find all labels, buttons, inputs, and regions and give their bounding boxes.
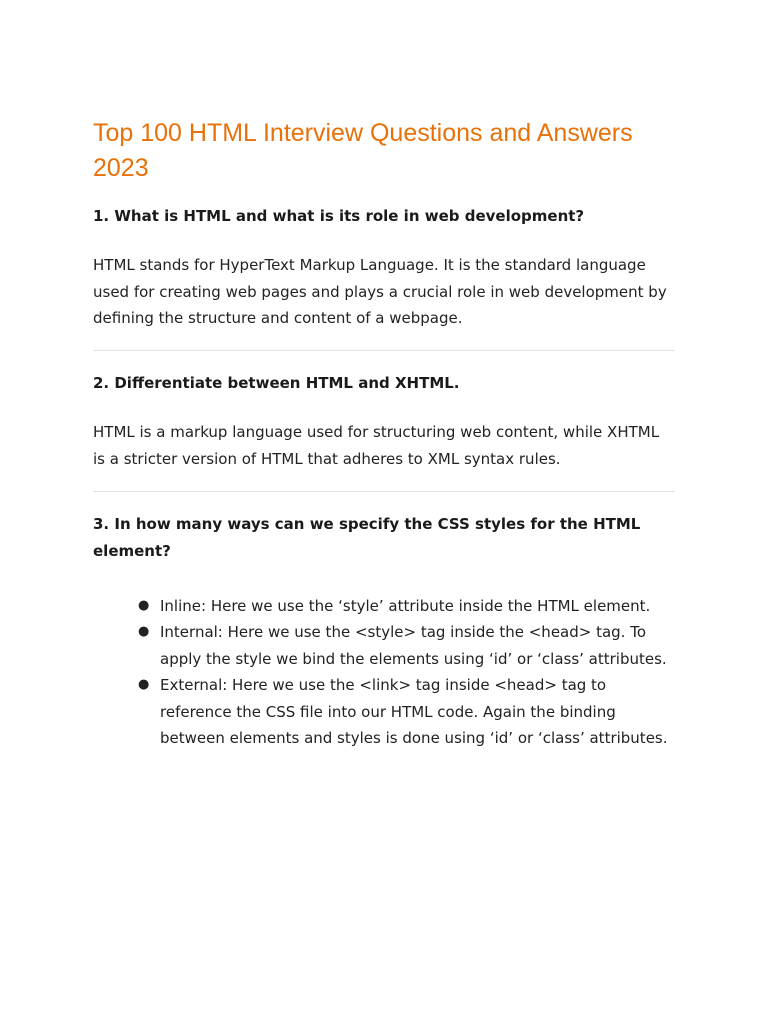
section-divider <box>93 350 675 351</box>
bullet-icon: ● <box>138 677 150 693</box>
list-item-text: External: Here we use the <link> tag inside <head> tag to reference the CSS file into our HTML code. Again the binding between elements and styles is done using ‘id’ or ‘class’ attributes. <box>160 676 668 748</box>
section-divider <box>93 491 675 492</box>
bullet-icon: ● <box>138 624 150 640</box>
list-item <box>138 593 675 620</box>
question-heading: 2. Differentiate between HTML and XHTML. <box>93 374 460 393</box>
question-section-3 <box>93 511 675 753</box>
list-item-text: Inline: Here we use the ‘style’ attribute inside the HTML element. <box>160 596 651 615</box>
answer-bullet-list <box>93 593 675 753</box>
document-page <box>93 116 675 752</box>
question-heading: 3. In how many ways can we specify the CSS styles for the HTML element? <box>93 514 641 560</box>
answer-text: HTML stands for HyperText Markup Language. It is the standard language used for creating web pages and plays a crucial role in web development by defining the structure and content of a webpage. <box>93 256 667 328</box>
question-section-2 <box>93 370 675 472</box>
answer-text: HTML is a markup language used for structuring web content, while XHTML is a stricter version of HTML that adheres to XML syntax rules. <box>93 423 660 468</box>
list-item-text: Internal: Here we use the <style> tag inside the <head> tag. To apply the style we bind the elements using ‘id’ or ‘class’ attributes. <box>160 623 667 668</box>
question-heading: 1. What is HTML and what is its role in web development? <box>93 207 585 225</box>
list-item <box>138 672 675 752</box>
question-section-1 <box>93 203 675 332</box>
list-item <box>138 619 675 672</box>
bullet-icon: ● <box>138 597 150 613</box>
page-title: Top 100 HTML Interview Questions and Answers 2023 <box>93 119 633 182</box>
